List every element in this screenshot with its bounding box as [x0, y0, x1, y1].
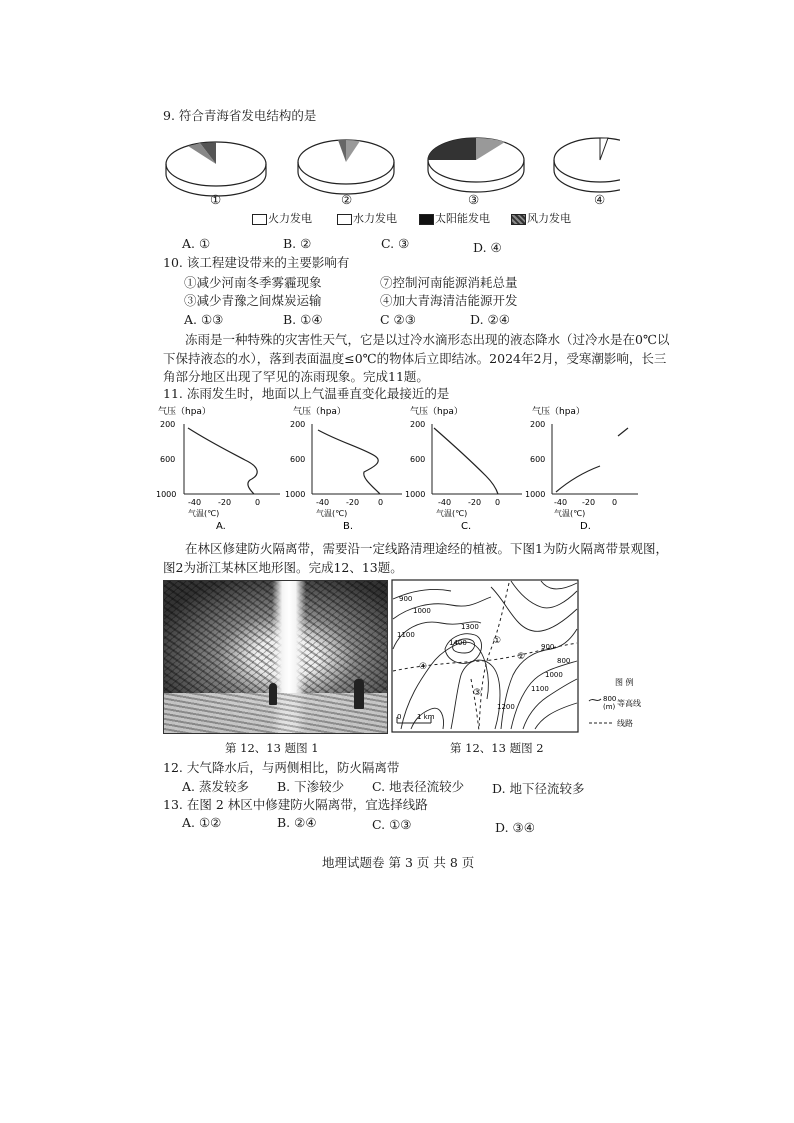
profile-c-xtick-0: 0: [495, 498, 501, 507]
map-legend: [589, 677, 641, 728]
legend-title: 图 例: [615, 678, 634, 687]
legend-swatch-hydro: [337, 214, 352, 225]
profile-b-xlabel: 气温(℃): [316, 509, 348, 518]
q13-option-b[interactable]: B. ②④: [277, 815, 317, 830]
page-footer: 地理试题卷 第 3 页 共 8 页: [322, 855, 475, 870]
profile-a-xlabel: 气温(℃): [188, 509, 220, 518]
profile-c-ytick-1000: 1000: [405, 490, 426, 499]
profile-a-xtick-0: 0: [255, 498, 261, 507]
route-label-4: ④: [419, 662, 428, 672]
passage1-line1: 冻雨是一种特殊的灾害性天气，它是以过冷水滴形态出现的液态降水（过冷水是在0℃以: [185, 332, 670, 347]
legend-route: 线路: [617, 719, 633, 728]
pie-2: [298, 140, 394, 194]
profile-b-ytick-600: 600: [290, 455, 306, 464]
pie-label-4: ④: [594, 192, 606, 207]
q12-option-c[interactable]: C. 地表径流较少: [372, 779, 465, 794]
passage1-line3: 角部分地区出现了罕见的冻雨现象。完成11题。: [163, 369, 429, 384]
route-label-3: ③: [473, 688, 482, 698]
profile-a-xtick-m40: -40: [188, 498, 202, 507]
profile-c-xtick-m20: -20: [468, 498, 482, 507]
pie-label-2: ②: [341, 192, 353, 207]
passage1-line2: 下保持液态的水），落到表面温度≤0℃的物体后立即结冰。2024年2月，受寒潮影响，长三: [163, 351, 667, 366]
route-label-2: ②: [517, 652, 526, 662]
q9-pie-charts: [160, 128, 620, 206]
profile-a-xtick-m20: -20: [218, 498, 232, 507]
legend-thermal: 火力发电: [268, 212, 312, 225]
scale-unit: 1 km: [417, 713, 435, 721]
legend-wind: 风力发电: [527, 212, 571, 225]
pie-label-3: ③: [468, 192, 480, 207]
legend-contour-value: 800: [603, 695, 617, 703]
profile-c-ytick-200: 200: [410, 420, 426, 429]
q10-item-2: ⑦控制河南能源消耗总量: [380, 275, 518, 290]
q12-option-d[interactable]: D. 地下径流较多: [492, 781, 585, 796]
figure2-caption: 第 12、13 题图 2: [450, 741, 544, 755]
profile-c-ylabel: 气压（hpa）: [410, 407, 463, 417]
legend-solar: 太阳能发电: [435, 212, 490, 225]
q10-item-3: ③减少青豫之间煤炭运输: [184, 293, 322, 308]
q9-option-a[interactable]: A. ①: [182, 236, 211, 251]
profile-d: [525, 405, 638, 532]
q12-option-a[interactable]: A. 蒸发较多: [182, 779, 249, 794]
pie-4: [554, 138, 620, 192]
pie-1: [166, 142, 266, 196]
profile-c-label: C.: [461, 521, 472, 532]
profile-b-xtick-m40: -40: [316, 498, 330, 507]
pie-3: [428, 138, 524, 192]
legend-contour: 等高线: [617, 699, 641, 708]
pie-label-1: ①: [210, 192, 222, 207]
q10-item-1: ①减少河南冬季雾霾现象: [184, 275, 322, 290]
profile-b: [285, 405, 402, 532]
profile-d-ytick-1000: 1000: [525, 490, 546, 499]
profile-b-xtick-m20: -20: [346, 498, 360, 507]
q10-stem: 10. 该工程建设带来的主要影响有: [163, 255, 350, 270]
q10-option-b[interactable]: B. ①④: [283, 312, 323, 327]
profile-b-ytick-1000: 1000: [285, 490, 306, 499]
photo-person-2: [354, 679, 364, 709]
q10-option-c[interactable]: C ②③: [380, 312, 416, 327]
contour-label-1000: 1000: [413, 607, 431, 615]
profile-d-ytick-200: 200: [530, 420, 546, 429]
legend-contour-unit: (m): [603, 703, 616, 711]
legend-swatch-thermal: [252, 214, 267, 225]
q13-option-d[interactable]: D. ③④: [495, 820, 535, 835]
passage2-line2: 图2为浙江某林区地形图。完成12、13题。: [163, 560, 403, 575]
profile-b-label: B.: [343, 521, 354, 532]
profile-c-ytick-600: 600: [410, 455, 426, 464]
firebreak-photo: [163, 580, 388, 734]
profile-c: [405, 405, 522, 532]
contour-label-1300: 1300: [461, 623, 479, 631]
q12-option-b[interactable]: B. 下渗较少: [277, 779, 345, 794]
profile-a-ytick-600: 600: [160, 455, 176, 464]
q13-option-c[interactable]: C. ①③: [372, 817, 412, 832]
figure1-caption: 第 12、13 题图 1: [225, 741, 319, 755]
legend-hydro: 水力发电: [353, 212, 397, 225]
q10-item-4: ④加大青海清洁能源开发: [380, 293, 518, 308]
contour-label-1200: 1200: [497, 703, 515, 711]
legend-swatch-solar: [419, 214, 434, 225]
profile-a-label: A.: [216, 521, 226, 532]
q11-stem: 11. 冻雨发生时，地面以上气温垂直变化最接近的是: [163, 386, 450, 401]
q9-option-b[interactable]: B. ②: [283, 236, 312, 251]
profile-c-xlabel: 气温(℃): [436, 509, 468, 518]
profile-d-xtick-m20: -20: [582, 498, 596, 507]
contour-label-900: 900: [399, 595, 413, 603]
profile-d-ylabel: 气压（hpa）: [532, 407, 585, 417]
q13-option-a[interactable]: A. ①②: [182, 815, 222, 830]
q9-stem: 9. 符合青海省发电结构的是: [163, 108, 317, 123]
route-label-1: ①: [493, 636, 502, 646]
topographic-map: [391, 579, 641, 739]
profile-b-xtick-0: 0: [378, 498, 384, 507]
q13-stem: 13. 在图 2 林区中修建防火隔离带，宜选择线路: [163, 797, 428, 812]
q10-option-a[interactable]: A. ①③: [184, 312, 224, 327]
profile-a-ytick-200: 200: [160, 420, 176, 429]
profile-a: [156, 405, 280, 532]
contour-label-900-right: 900: [541, 643, 555, 651]
profile-d-label: D.: [580, 521, 591, 532]
q9-option-d[interactable]: D. ④: [473, 240, 502, 255]
scale-zero: 0: [397, 713, 402, 721]
contour-label-1100: 1100: [397, 631, 415, 639]
profile-d-xlabel: 气温(℃): [554, 509, 586, 518]
contour-label-1400: 1400: [449, 639, 467, 647]
profile-b-ylabel: 气压（hpa）: [293, 407, 346, 417]
q9-option-c[interactable]: C. ③: [381, 236, 410, 251]
profile-d-ytick-600: 600: [530, 455, 546, 464]
contour-label-800: 800: [557, 657, 571, 665]
q11-temperature-profiles: [150, 402, 640, 532]
q10-option-d[interactable]: D. ②④: [470, 312, 510, 327]
profile-d-xtick-m40: -40: [554, 498, 568, 507]
contour-label-1100-right: 1100: [531, 685, 549, 693]
legend-swatch-wind: [511, 214, 526, 225]
contour-label-1000-right: 1000: [545, 671, 563, 679]
profile-a-ylabel: 气压（hpa）: [158, 407, 211, 417]
profile-b-ytick-200: 200: [290, 420, 306, 429]
passage2-line1: 在林区修建防火隔离带，需要沿一定线路清理途经的植被。下图1为防火隔离带景观图，: [185, 541, 668, 556]
profile-d-xtick-0: 0: [612, 498, 618, 507]
q12-stem: 12. 大气降水后，与两侧相比，防火隔离带: [163, 760, 400, 775]
profile-a-ytick-1000: 1000: [156, 490, 177, 499]
profile-c-xtick-m40: -40: [438, 498, 452, 507]
photo-person-1: [269, 683, 277, 705]
